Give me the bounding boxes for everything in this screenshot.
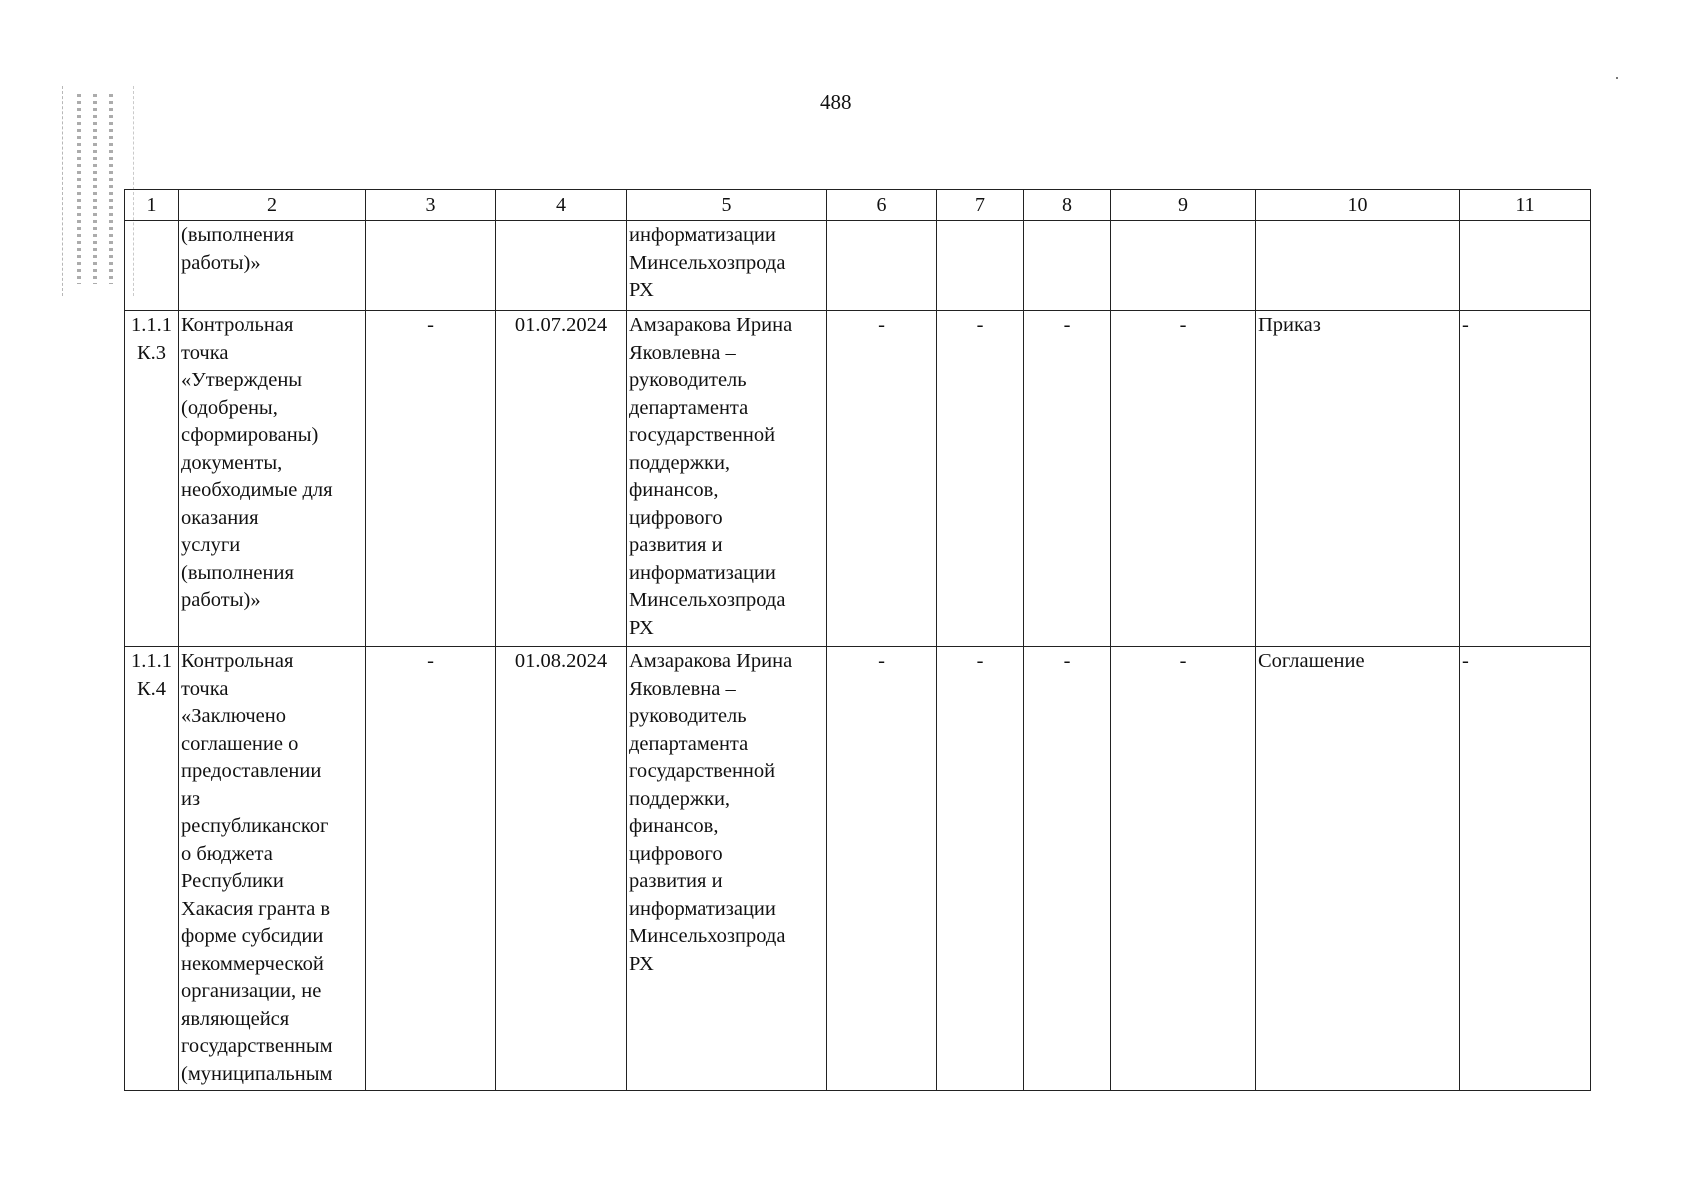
col-header-11: 11 bbox=[1460, 190, 1591, 221]
table-row bbox=[125, 221, 1591, 311]
col6-cell bbox=[827, 221, 937, 311]
col-header-8: 8 bbox=[1024, 190, 1111, 221]
col11-cell bbox=[1460, 221, 1591, 311]
table-row bbox=[125, 647, 1591, 1091]
date-cell: 01.07.2024 bbox=[496, 311, 627, 647]
col-header-10: 10 bbox=[1256, 190, 1460, 221]
description-cell: (выполнения работы)» bbox=[179, 221, 366, 311]
document-type-cell: Приказ bbox=[1256, 311, 1460, 647]
col-header-6: 6 bbox=[827, 190, 937, 221]
col9-cell: - bbox=[1111, 647, 1256, 1091]
col-header-1: 1 bbox=[125, 190, 179, 221]
col-header-5: 5 bbox=[627, 190, 827, 221]
col3-cell bbox=[366, 221, 496, 311]
col-header-9: 9 bbox=[1111, 190, 1256, 221]
responsible-cell: Амзаракова Ирина Яковлевна – руководитель департамента государственной поддержки, финансов, цифрового развития и информатизации Минсельхозпрода РХ bbox=[627, 647, 827, 1091]
page-number: 488 bbox=[820, 90, 852, 114]
col9-cell: - bbox=[1111, 311, 1256, 647]
column-number-row bbox=[125, 190, 1591, 221]
responsible-cell: Амзаракова Ирина Яковлевна – руководитель департамента государственной поддержки, финансов, цифрового развития и информатизации Минсельхозпрода РХ bbox=[627, 311, 827, 647]
col-header-2: 2 bbox=[179, 190, 366, 221]
table-row bbox=[125, 311, 1591, 647]
responsible-cell: информатизации Минсельхозпрода РХ bbox=[627, 221, 827, 311]
row-number-cell: 1.1.1 К.4 bbox=[125, 647, 179, 1091]
description-cell: Контрольная точка «Заключено соглашение о предоставлении из республиканског о бюджета Республики Хакасия гранта в форме субсидии некоммерческой организации, не являющейся государственным (муниципальным bbox=[179, 647, 366, 1091]
col-header-3: 3 bbox=[366, 190, 496, 221]
scan-speck bbox=[1616, 77, 1618, 79]
schedule-table bbox=[124, 189, 1591, 1091]
col8-cell: - bbox=[1024, 647, 1111, 1091]
col8-cell: - bbox=[1024, 311, 1111, 647]
row-number-cell bbox=[125, 221, 179, 311]
col3-cell: - bbox=[366, 647, 496, 1091]
col3-cell: - bbox=[366, 311, 496, 647]
col6-cell: - bbox=[827, 647, 937, 1091]
col6-cell: - bbox=[827, 311, 937, 647]
document-type-cell bbox=[1256, 221, 1460, 311]
col7-cell: - bbox=[937, 311, 1024, 647]
date-cell bbox=[496, 221, 627, 311]
document-type-cell: Соглашение bbox=[1256, 647, 1460, 1091]
col7-cell bbox=[937, 221, 1024, 311]
col7-cell: - bbox=[937, 647, 1024, 1091]
col-header-4: 4 bbox=[496, 190, 627, 221]
date-cell: 01.08.2024 bbox=[496, 647, 627, 1091]
description-cell: Контрольная точка «Утверждены (одобрены, сформированы) документы, необходимые для оказания услуги (выполнения работы)» bbox=[179, 311, 366, 647]
col11-cell: - bbox=[1460, 311, 1591, 647]
col9-cell bbox=[1111, 221, 1256, 311]
row-number-cell: 1.1.1 К.3 bbox=[125, 311, 179, 647]
col-header-7: 7 bbox=[937, 190, 1024, 221]
col11-cell: - bbox=[1460, 647, 1591, 1091]
col8-cell bbox=[1024, 221, 1111, 311]
